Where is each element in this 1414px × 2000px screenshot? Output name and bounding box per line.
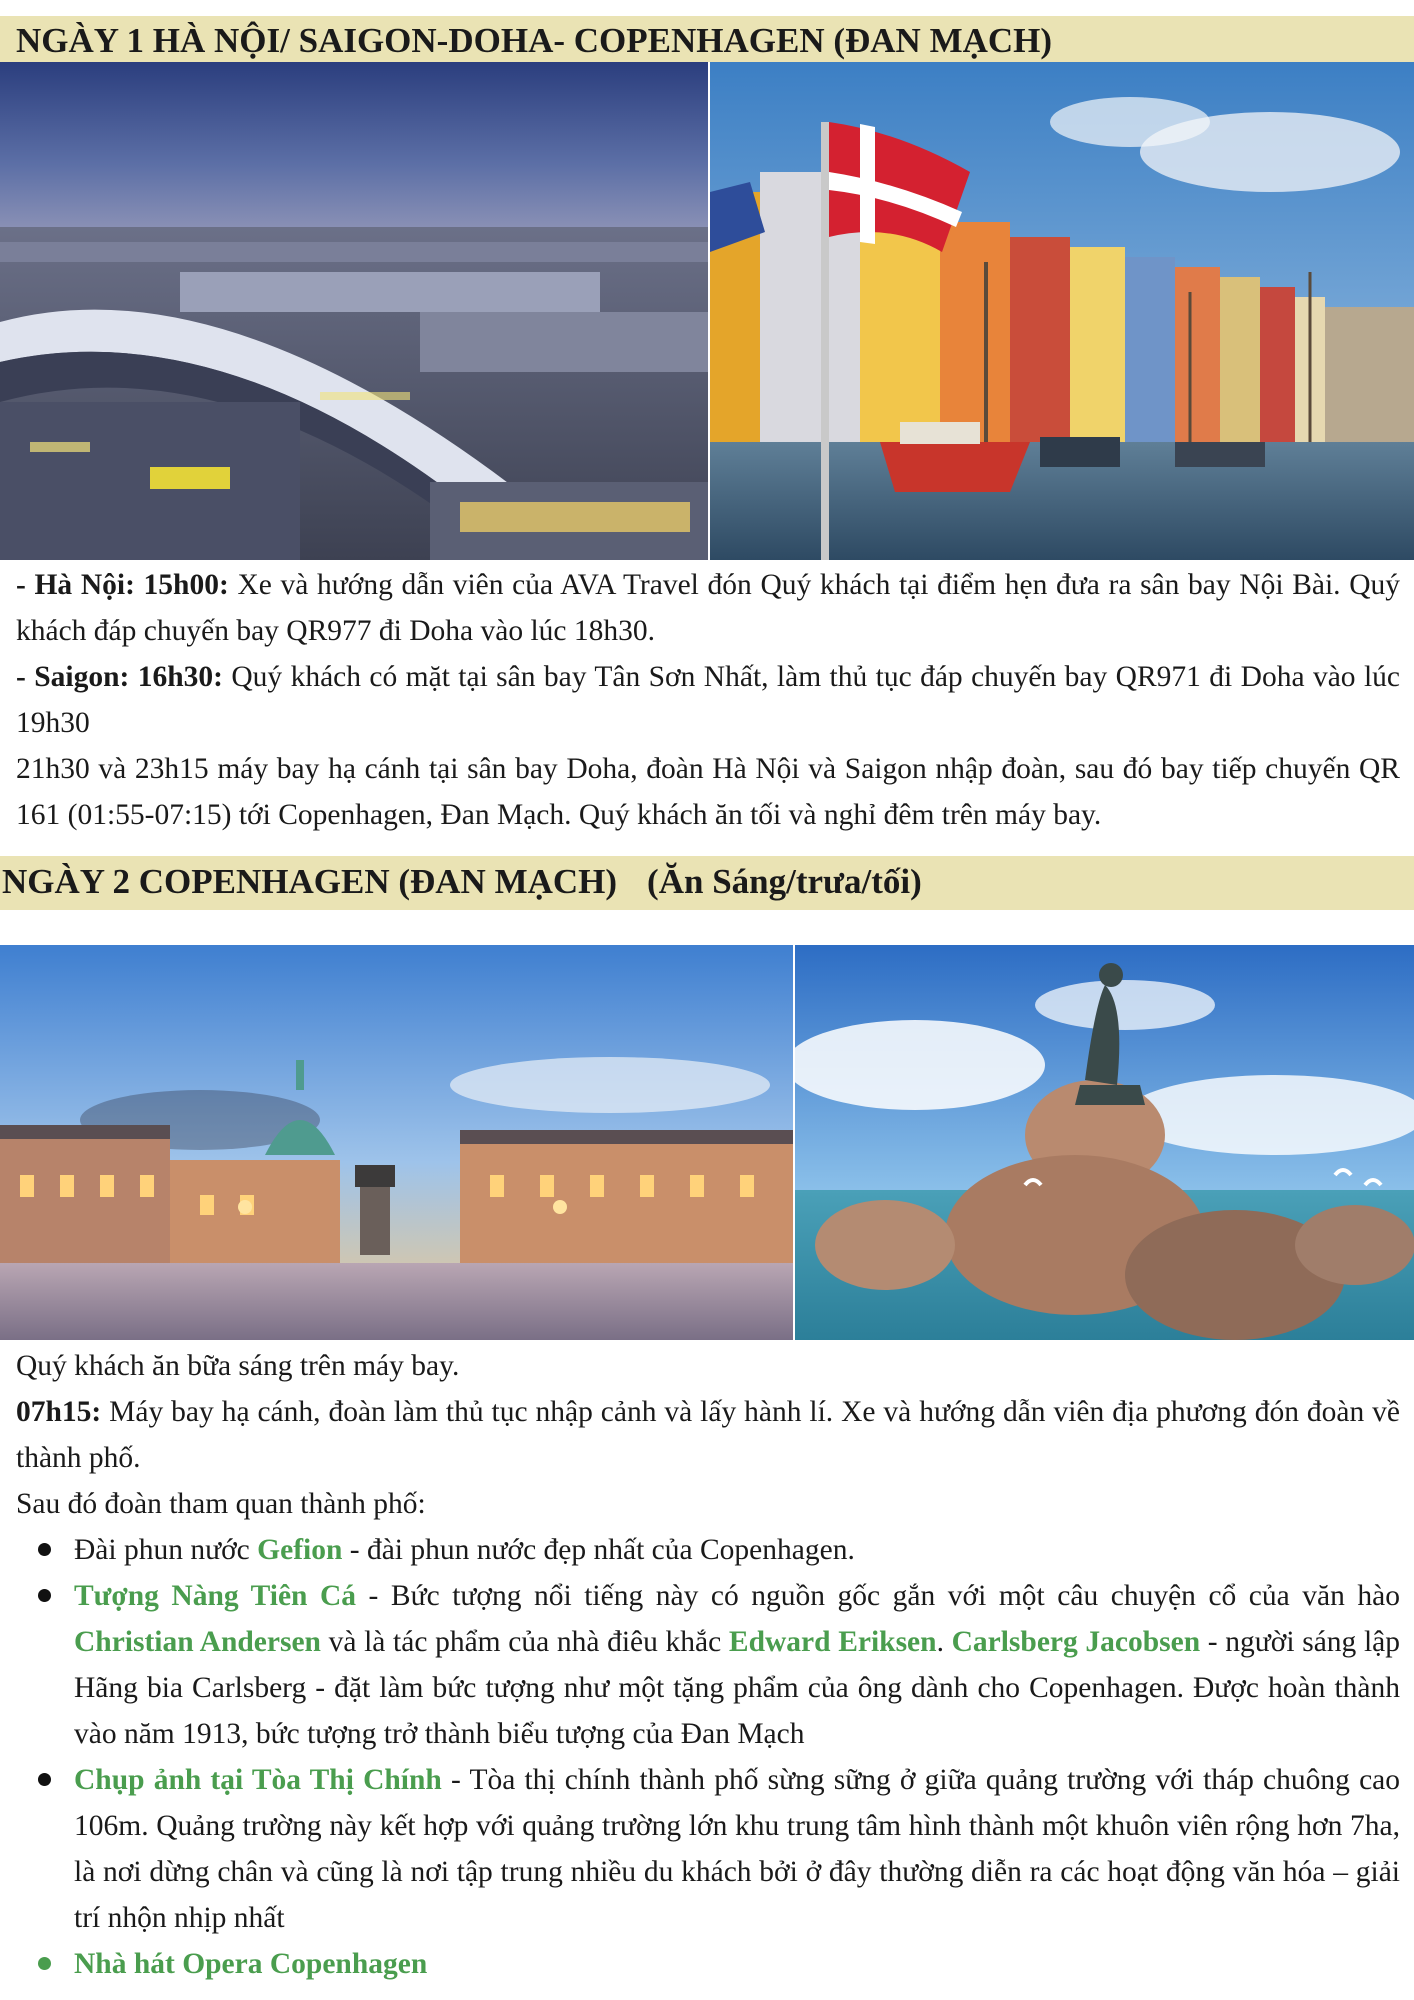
- place-name: Chụp ảnh tại Tòa Thị Chính: [74, 1764, 442, 1796]
- hanoi-paragraph: [16, 562, 1400, 654]
- bullet-icon: [38, 1589, 51, 1602]
- hanoi-label: - Hà Nội: 15h00:: [16, 569, 229, 601]
- saigon-text: Quý khách có mặt tại sân bay Tân Sơn Nhất, làm thủ tục đáp chuyến bay QR971 đi Doha vào lúc 19h30: [16, 661, 1400, 739]
- bullet-icon: [38, 1957, 51, 1970]
- sculptor-name: Edward Eriksen: [728, 1626, 937, 1658]
- day2-heading: [0, 856, 1414, 910]
- transit-paragraph: 21h30 và 23h15 máy bay hạ cánh tại sân bay Doha, đoàn Hà Nội và Saigon nhập đoàn, sau đó bay tiếp chuyến QR 161 (01:55-07:15) tới Copenhagen, Đan Mạch. Quý khách ăn tối và nghỉ đêm trên máy bay.: [16, 753, 1400, 831]
- day2-title: NGÀY 2 COPENHAGEN (ĐAN MẠCH): [2, 862, 618, 901]
- patron-name: Carlsberg Jacobsen: [951, 1626, 1201, 1658]
- place-prefix: Đài phun nước: [74, 1534, 258, 1566]
- place-name: Tượng Nàng Tiên Cá: [74, 1580, 357, 1612]
- day2-meals: (Ăn Sáng/trưa/tối): [647, 862, 922, 901]
- list-item: [16, 1573, 1400, 1757]
- list-item: [16, 1757, 1400, 1941]
- day1-heading: [0, 16, 1414, 62]
- day2-itinerary: [16, 1343, 1400, 1987]
- arrival-paragraph: [16, 1389, 1400, 1481]
- breakfast-paragraph: Quý khách ăn bữa sáng trên máy bay.: [16, 1350, 460, 1382]
- place-text: - đài phun nước đẹp nhất của Copenhagen.: [342, 1534, 855, 1566]
- bullet-icon: [38, 1773, 51, 1786]
- place-text: - Bức tượng nổi tiếng này có nguồn gốc gắn với một câu chuyện cổ của văn hào: [356, 1580, 1400, 1612]
- arrival-text: Máy bay hạ cánh, đoàn làm thủ tục nhập cảnh và lấy hành lí. Xe và hướng dẫn viên địa phương đón đoàn về thành phố.: [16, 1396, 1400, 1474]
- list-item: [16, 1941, 1400, 1987]
- place-text: - Tòa thị chính thành phố sừng sững ở giữa quảng trường với tháp chuông cao 106m. Quảng trường này kết hợp với quảng trường lớn khu trung tâm hình thành một khuôn viên rộng hơn 7ha, là nơi dừng chân và cũng là nơi tập trung nhiều du khách bởi ở đây thường diễn ra các hoạt động văn hóa – giải trí nhộn nhịp nhất: [74, 1764, 1401, 1934]
- place-text: - người sáng lập Hãng bia Carlsberg - đặt làm bức tượng như một tặng phẩm của ông dành cho Copenhagen. Được hoàn thành vào năm 1913, bức tượng trở thành biểu tượng của Đan Mạch: [74, 1626, 1400, 1750]
- author-name: Christian Andersen: [74, 1626, 321, 1658]
- tour-intro: Sau đó đoàn tham quan thành phố:: [16, 1488, 426, 1520]
- place-text: và là tác phẩm của nhà điêu khắc: [320, 1626, 729, 1658]
- nyhavn-photo: [710, 62, 1414, 560]
- saigon-paragraph: [16, 654, 1400, 746]
- bullet-icon: [38, 1543, 51, 1556]
- place-name: Nhà hát Opera Copenhagen: [74, 1948, 428, 1980]
- little-mermaid-photo: [795, 945, 1414, 1340]
- amalienborg-photo: [0, 945, 793, 1340]
- airport-photo: [0, 62, 708, 560]
- saigon-label: - Saigon: 16h30:: [16, 661, 223, 693]
- hanoi-text: Xe và hướng dẫn viên của AVA Travel đón Quý khách tại điểm hẹn đưa ra sân bay Nội Bài. Quý khách đáp chuyến bay QR977 đi Doha vào lúc 18h30.: [16, 569, 1400, 647]
- list-item: [16, 1527, 1400, 1573]
- day1-title: NGÀY 1 HÀ NỘI/ SAIGON-DOHA- COPENHAGEN (ĐAN MẠCH): [16, 21, 1053, 60]
- separator: .: [936, 1626, 952, 1658]
- arrival-label: 07h15:: [16, 1396, 102, 1428]
- day1-itinerary: [16, 562, 1400, 838]
- places-list: [16, 1527, 1400, 1987]
- place-name: Gefion: [257, 1534, 343, 1566]
